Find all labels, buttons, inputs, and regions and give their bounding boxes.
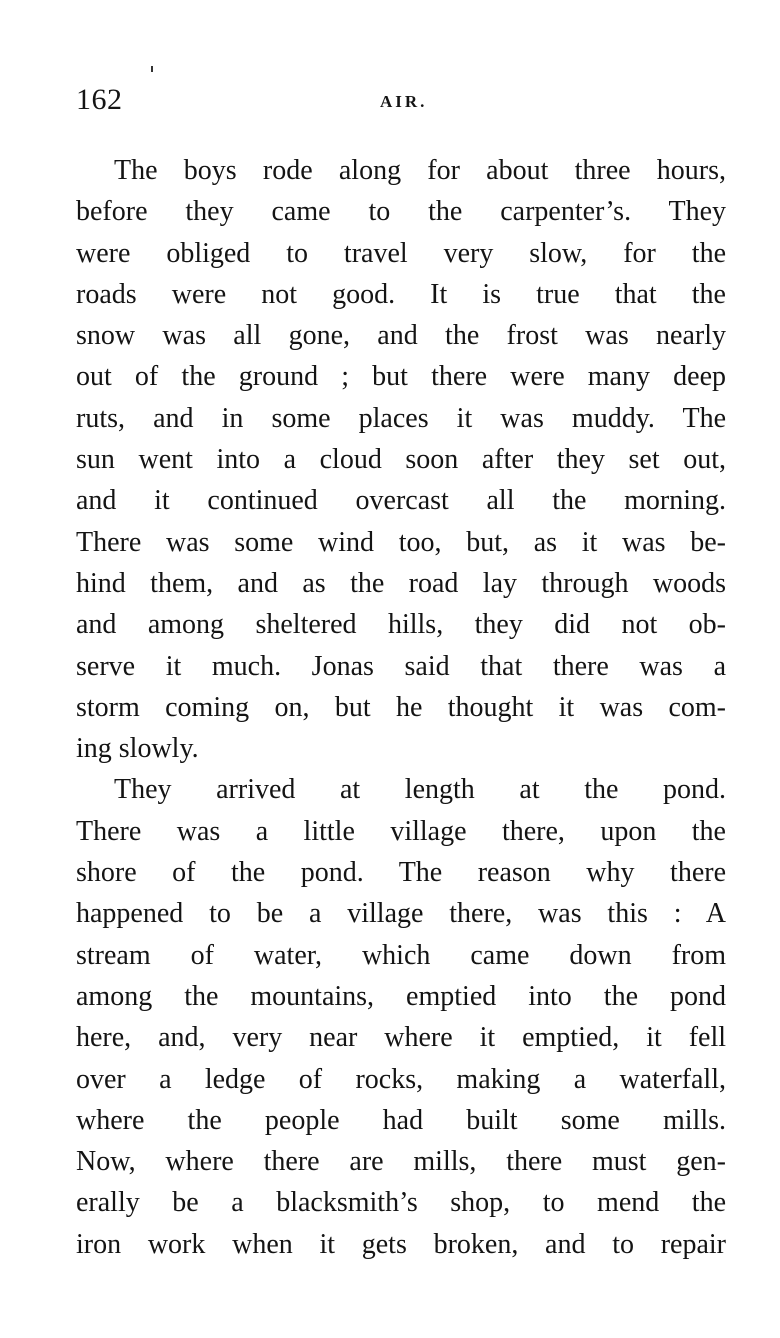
text-line: ing slowly.: [76, 733, 199, 765]
text-line: storm coming on, but he thought it was com-: [76, 691, 726, 723]
text-line: There was some wind too, but, as it was be-: [76, 526, 726, 558]
text-line: Now, where there are mills, there must gen-: [76, 1146, 726, 1178]
text-line: serve it much. Jonas said that there was a: [76, 650, 726, 682]
text-line: and among sheltered hills, they did not ob-: [76, 609, 726, 641]
text-line: erally be a blacksmith’s shop, to mend the: [76, 1187, 726, 1219]
text-line: among the mountains, emptied into the pond: [76, 980, 726, 1012]
text-line: before they came to the carpenter’s. They: [76, 196, 726, 228]
text-line: and it continued overcast all the morning.: [76, 485, 726, 517]
page-header: [76, 80, 726, 120]
text-line: snow was all gone, and the frost was nearly: [76, 320, 726, 352]
text-line: roads were not good. It is true that the: [76, 278, 726, 310]
text-line: There was a little village there, upon the: [76, 815, 726, 847]
text-line: iron work when it gets broken, and to repair: [76, 1228, 726, 1260]
text-line: happened to be a village there, was this : A: [76, 898, 726, 930]
text-line: stream of water, which came down from: [76, 939, 726, 971]
page-number: 162: [76, 83, 123, 116]
running-head: AIR.: [380, 92, 428, 111]
text-line: sun went into a cloud soon after they set out,: [76, 444, 726, 476]
text-line: out of the ground ; but there were many deep: [76, 361, 726, 393]
text-line: ruts, and in some places it was muddy. The: [76, 402, 726, 434]
text-line: over a ledge of rocks, making a waterfall,: [76, 1063, 726, 1095]
text-line: hind them, and as the road lay through woods: [76, 567, 726, 599]
text-line: shore of the pond. The reason why there: [76, 857, 726, 889]
text-line: The boys rode along for about three hours,: [114, 155, 726, 186]
ink-speck: [151, 66, 153, 72]
text-line: here, and, very near where it emptied, it fell: [76, 1022, 726, 1054]
text-line: where the people had built some mills.: [76, 1104, 726, 1136]
text-line: They arrived at length at the pond.: [114, 774, 726, 806]
body-text: [76, 150, 726, 1265]
text-line: were obliged to travel very slow, for the: [76, 237, 726, 269]
